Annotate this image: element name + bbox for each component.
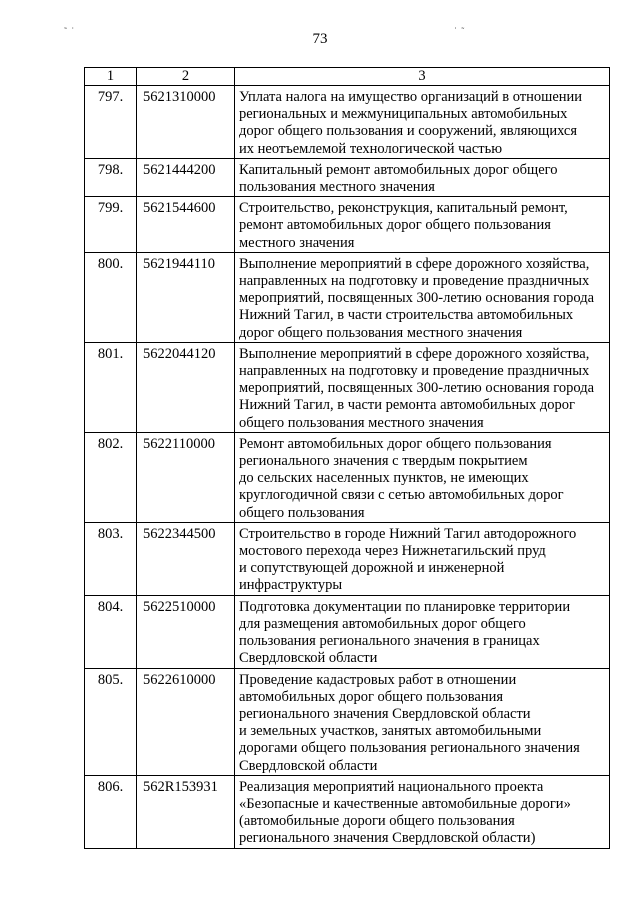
name-text-line: Строительство в городе Нижний Тагил автодорожного — [239, 525, 577, 542]
target-article-code-cell: 5622510000 — [137, 595, 235, 668]
name-text-line: дорогами общего пользования регионального значения — [239, 740, 580, 757]
table-row — [85, 252, 610, 342]
scan-speck-left: ˜ ˙ — [64, 26, 76, 36]
target-article-code-cell: 5622344500 — [137, 522, 235, 595]
table-row — [85, 595, 610, 668]
target-article-code-cell: 5622610000 — [137, 668, 235, 775]
budget-code-table — [84, 67, 610, 849]
target-article-name-cell — [235, 668, 610, 775]
name-text-line: и сопутствующей дорожной и инженерной — [239, 560, 505, 577]
row-number-cell: 797. — [85, 86, 137, 159]
target-article-code-cell: 5621544600 — [137, 197, 235, 253]
name-text-line: дорог общего пользования и сооружений, являющихся — [239, 123, 578, 140]
row-number-cell: 806. — [85, 775, 137, 848]
name-text-line: Выполнение мероприятий в сфере дорожного хозяйства, — [239, 255, 590, 272]
target-article-name-cell — [235, 252, 610, 342]
name-text-line: общего пользования — [239, 504, 365, 521]
target-article-name-cell — [235, 522, 610, 595]
name-text-line: мостового перехода через Нижнетагильский пруд — [239, 543, 546, 560]
row-number-cell: 803. — [85, 522, 137, 595]
row-number-cell: 801. — [85, 342, 137, 432]
name-text-line: Свердловской области — [239, 650, 378, 667]
name-text-line: их неотъемлемой технологической частью — [239, 140, 503, 157]
name-text-line: дорог общего пользования местного значения — [239, 324, 523, 341]
table-row — [85, 342, 610, 432]
name-text-line: Свердловской области — [239, 757, 378, 774]
target-article-name-cell — [235, 197, 610, 253]
name-text-line: Капитальный ремонт автомобильных дорог общего — [239, 161, 558, 178]
row-number-cell: 798. — [85, 158, 137, 196]
target-article-code-cell: 5622110000 — [137, 432, 235, 522]
name-text-line: пользования местного значения — [239, 179, 435, 196]
target-article-name-cell — [235, 432, 610, 522]
row-number-cell: 800. — [85, 252, 137, 342]
name-text-line: местного значения — [239, 234, 355, 251]
name-text-line: круглогодичной связи с сетью автомобильных дорог — [239, 487, 564, 504]
table-row — [85, 668, 610, 775]
page-number: 73 — [312, 31, 328, 47]
name-text-line: инфраструктуры — [239, 577, 343, 594]
name-text-line: Строительство, реконструкция, капитальный ремонт, — [239, 200, 568, 217]
target-article-name-cell — [235, 86, 610, 159]
column-header-name: 3 — [235, 68, 610, 86]
name-text-line: мероприятий, посвященных 300-летию основания города — [239, 290, 595, 307]
target-article-name-cell — [235, 595, 610, 668]
name-text-line: (автомобильные дороги общего пользования — [239, 813, 515, 830]
table-row — [85, 158, 610, 196]
table-row — [85, 775, 610, 848]
name-text-line: региональных и межмуниципальных автомобильных — [239, 106, 568, 123]
name-text-line: регионального значения Свердловской области — [239, 705, 531, 722]
target-article-code-cell: 5621444200 — [137, 158, 235, 196]
name-text-line: и земельных участков, занятых автомобильными — [239, 723, 542, 740]
name-text-line: Проведение кадастровых работ в отношении — [239, 671, 517, 688]
row-number-cell: 804. — [85, 595, 137, 668]
table-header-row — [85, 68, 610, 86]
table-row — [85, 86, 610, 159]
name-text-line: Нижний Тагил, в части строительства автомобильных — [239, 307, 574, 324]
name-text-line: до сельских населенных пунктов, не имеющих — [239, 470, 529, 487]
name-text-line: Реализация мероприятий национального проекта — [239, 778, 544, 795]
target-article-name-cell — [235, 158, 610, 196]
target-article-name-cell — [235, 775, 610, 848]
column-header-code: 2 — [137, 68, 235, 86]
table-row — [85, 522, 610, 595]
table-body — [85, 86, 610, 849]
name-text-line: «Безопасные и качественные автомобильные дороги» — [239, 795, 571, 812]
name-text-line: регионального значения Свердловской области) — [239, 830, 536, 847]
name-text-line: пользования регионального значения в границах — [239, 633, 540, 650]
name-text-line: направленных на подготовку и проведение праздничных — [239, 273, 590, 290]
name-text-line: регионального значения с твердым покрытием — [239, 453, 528, 470]
row-number-cell: 799. — [85, 197, 137, 253]
name-text-line: Уплата налога на имущество организаций в отношении — [239, 89, 583, 105]
column-header-number: 1 — [85, 68, 137, 86]
name-text-line: Подготовка документации по планировке территории — [239, 598, 571, 615]
target-article-code-cell: 5622044120 — [137, 342, 235, 432]
name-text-line: Ремонт автомобильных дорог общего пользования — [239, 435, 552, 452]
name-text-line: общего пользования местного значения — [239, 414, 484, 431]
name-text-line: мероприятий, посвященных 300-летию основания города — [239, 380, 595, 397]
name-text-line: направленных на подготовку и проведение праздничных — [239, 363, 590, 380]
scan-speck-right: ˙ ˜ — [454, 26, 466, 36]
name-text-line: Выполнение мероприятий в сфере дорожного хозяйства, — [239, 345, 590, 362]
name-text-line: автомобильных дорог общего пользования — [239, 688, 504, 705]
name-text-line: для размещения автомобильных дорог общего — [239, 615, 526, 632]
name-text-line: ремонт автомобильных дорог общего пользования — [239, 217, 551, 234]
row-number-cell: 802. — [85, 432, 137, 522]
target-article-code-cell: 5621944110 — [137, 252, 235, 342]
table-row — [85, 197, 610, 253]
name-text-line: Нижний Тагил, в части ремонта автомобильных дорог — [239, 397, 575, 414]
table-row — [85, 432, 610, 522]
target-article-code-cell: 5621310000 — [137, 86, 235, 159]
target-article-code-cell: 562R153931 — [137, 775, 235, 848]
row-number-cell: 805. — [85, 668, 137, 775]
target-article-name-cell — [235, 342, 610, 432]
